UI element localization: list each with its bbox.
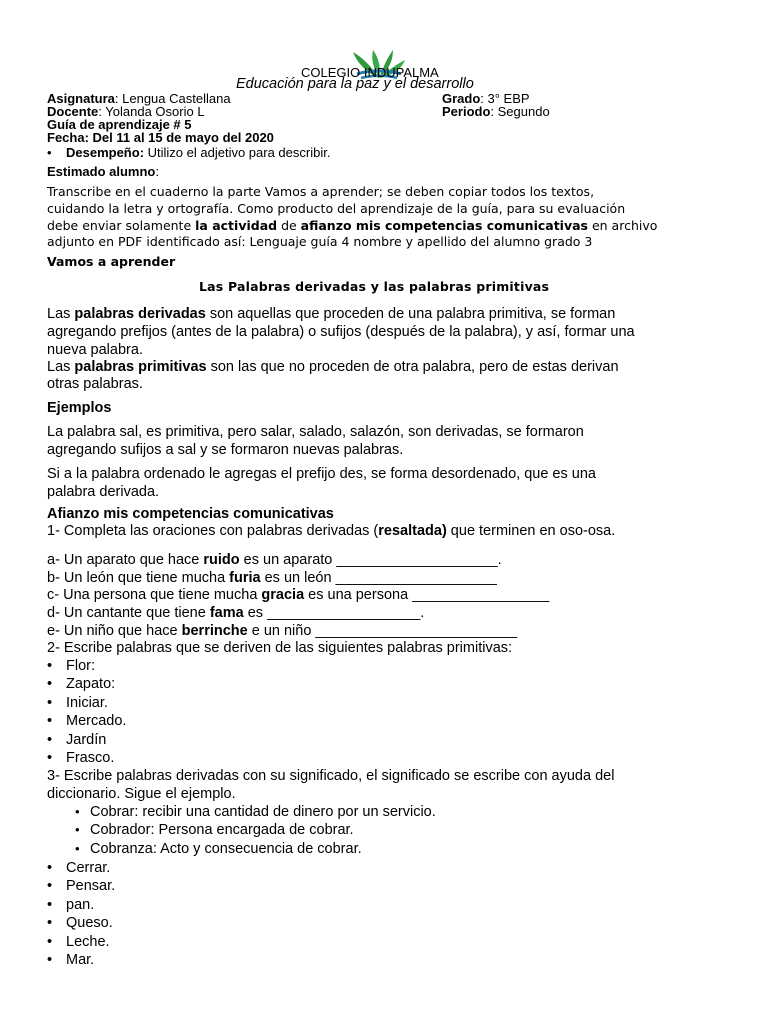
ej1-line-1: La palabra sal, es primitiva, pero salar, salado, salazón, son derivadas, se formaron bbox=[47, 424, 584, 440]
p1-line-1 bbox=[47, 305, 615, 323]
intro-line-1: Transcribe en el cuaderno la parte Vamos a aprender; se deben copiar todos los textos, bbox=[47, 184, 595, 199]
periodo-label: Periodo bbox=[442, 104, 491, 119]
ej1-line-2: agregando sufijos a sal y se formaron nuevas palabras. bbox=[47, 442, 404, 458]
q2-item: • Zapato: bbox=[66, 675, 115, 693]
q1-item-pre: e- Un niño que hace bbox=[47, 623, 182, 639]
q1-item-keyword: gracia bbox=[261, 587, 305, 603]
ej2-line-1: Si a la palabra ordenado le agregas el prefijo des, se forma desordenado, que es una bbox=[47, 466, 596, 482]
school-motto: Educación para la paz y el desarrollo bbox=[236, 76, 474, 92]
q1-item-pre: a- Un aparato que hace bbox=[47, 552, 204, 568]
q3-item: • Mar. bbox=[66, 951, 94, 969]
school-name: COLEGIO INDUPALMA bbox=[301, 65, 439, 80]
q2-item: • Jardín bbox=[66, 731, 106, 749]
q1-item bbox=[47, 569, 497, 587]
q3-example: • Cobranza: Acto y consecuencia de cobrar. bbox=[90, 840, 362, 858]
q1-item-post: es una persona _________________ bbox=[304, 587, 550, 603]
p2-c: son las que no proceden de otra palabra, pero de estas derivan bbox=[206, 359, 619, 375]
estimado-alumno bbox=[47, 164, 159, 180]
p2-a: Las bbox=[47, 359, 75, 375]
q3-item: • pan. bbox=[66, 896, 94, 914]
q1-item bbox=[47, 604, 424, 622]
q1-item-post: es un aparato ____________________. bbox=[239, 552, 502, 568]
p2-line-2: otras palabras. bbox=[47, 376, 143, 392]
vamos-heading: Vamos a aprender bbox=[47, 254, 176, 269]
intro-line-2: cuidando la letra y ortografía. Como producto del aprendizaje de la guía, para su evaluación bbox=[47, 201, 626, 216]
q1-item-keyword: ruido bbox=[203, 552, 240, 568]
section-title: Las Palabras derivadas y las palabras primitivas bbox=[199, 279, 550, 294]
p1-a: Las bbox=[47, 306, 75, 322]
q3-line-2: diccionario. Sigue el ejemplo. bbox=[47, 786, 236, 802]
estimado-label: Estimado alumno bbox=[47, 164, 156, 179]
intro-line-4: adjunto en PDF identificado así: Lenguaje guía 4 nombre y apellido del alumno grado 3 bbox=[47, 234, 593, 249]
p1-line-2: agregando prefijos (antes de la palabra) o sufijos (después de la palabra), y así, formar una bbox=[47, 324, 635, 340]
q1-item-pre: b- Un león que tiene mucha bbox=[47, 570, 230, 586]
q1-item-keyword: furia bbox=[229, 570, 261, 586]
q3-line-1: 3- Escribe palabras derivadas con su significado, el significado se escribe con ayuda del bbox=[47, 768, 615, 784]
q1-b: resaltada) bbox=[378, 523, 447, 539]
q1-item bbox=[47, 622, 517, 640]
docente-value: : Yolanda Osorio L bbox=[98, 104, 205, 119]
p1-c: son aquellas que proceden de una palabra primitiva, se forman bbox=[205, 306, 616, 322]
asignatura-value: : Lengua Castellana bbox=[114, 91, 231, 106]
guia-line: Guía de aprendizaje # 5 bbox=[47, 117, 192, 132]
afianzo-heading: Afianzo mis competencias comunicativas bbox=[47, 506, 334, 522]
intro-l3b: la actividad bbox=[195, 218, 278, 233]
estimado-colon: : bbox=[155, 164, 159, 179]
grado-label: Grado bbox=[442, 91, 481, 106]
q1-item-post: e un niño _________________________ bbox=[247, 623, 518, 639]
q1-item bbox=[47, 586, 549, 604]
intro-l3c: de bbox=[277, 218, 301, 233]
fecha-line: Fecha: Del 11 al 15 de mayo del 2020 bbox=[47, 130, 274, 145]
intro-l3e: en archivo bbox=[587, 218, 658, 233]
periodo-value: : Segundo bbox=[490, 104, 550, 119]
q3-item: • Leche. bbox=[66, 933, 110, 951]
intro-l3d: afianzo mis competencias comunicativas bbox=[300, 218, 588, 233]
q2-item: • Mercado. bbox=[66, 712, 126, 730]
q1-instruction bbox=[47, 522, 615, 540]
desempeno-line bbox=[66, 145, 330, 161]
docente-label: Docente bbox=[47, 104, 99, 119]
q3-example: • Cobrador: Persona encargada de cobrar. bbox=[90, 821, 354, 839]
intro-line-3 bbox=[47, 218, 657, 233]
q2-instruction: 2- Escribe palabras que se deriven de las siguientes palabras primitivas: bbox=[47, 640, 513, 656]
q1-item-keyword: fama bbox=[209, 605, 244, 621]
ejemplos-heading: Ejemplos bbox=[47, 400, 112, 416]
q2-item: • Iniciar. bbox=[66, 694, 108, 712]
q1-item-post: es ___________________. bbox=[243, 605, 425, 621]
ej2-line-2: palabra derivada. bbox=[47, 484, 160, 500]
q1-item-keyword: berrinche bbox=[181, 623, 248, 639]
q3-example: • Cobrar: recibir una cantidad de dinero por un servicio. bbox=[90, 803, 436, 821]
q1-a: 1- Completa las oraciones con palabras derivadas ( bbox=[47, 523, 379, 539]
q2-item: • Frasco. bbox=[66, 749, 114, 767]
q3-item: • Queso. bbox=[66, 914, 113, 932]
asignatura-label: Asignatura bbox=[47, 91, 115, 106]
p2-b: palabras primitivas bbox=[74, 359, 207, 375]
grado-value: : 3° EBP bbox=[480, 91, 530, 106]
p1-b: palabras derivadas bbox=[74, 306, 206, 322]
p1-line-3: nueva palabra. bbox=[47, 342, 143, 358]
q1-item-pre: d- Un cantante que tiene bbox=[47, 605, 210, 621]
intro-l3a: debe enviar solamente bbox=[47, 218, 196, 233]
q1-item bbox=[47, 551, 502, 569]
p2-line-1 bbox=[47, 358, 619, 376]
desempeno-label: Desempeño: bbox=[66, 145, 145, 160]
q3-item: • Pensar. bbox=[66, 877, 115, 895]
q2-item: • Flor: bbox=[66, 657, 95, 675]
q1-item-post: es un león ____________________ bbox=[260, 570, 497, 586]
q1-item-pre: c- Una persona que tiene mucha bbox=[47, 587, 262, 603]
desempeno-value: Utilizo el adjetivo para describir. bbox=[144, 145, 331, 160]
q1-c: que terminen en oso-osa. bbox=[446, 523, 616, 539]
periodo-line bbox=[442, 104, 550, 120]
q3-item: • Cerrar. bbox=[66, 859, 110, 877]
